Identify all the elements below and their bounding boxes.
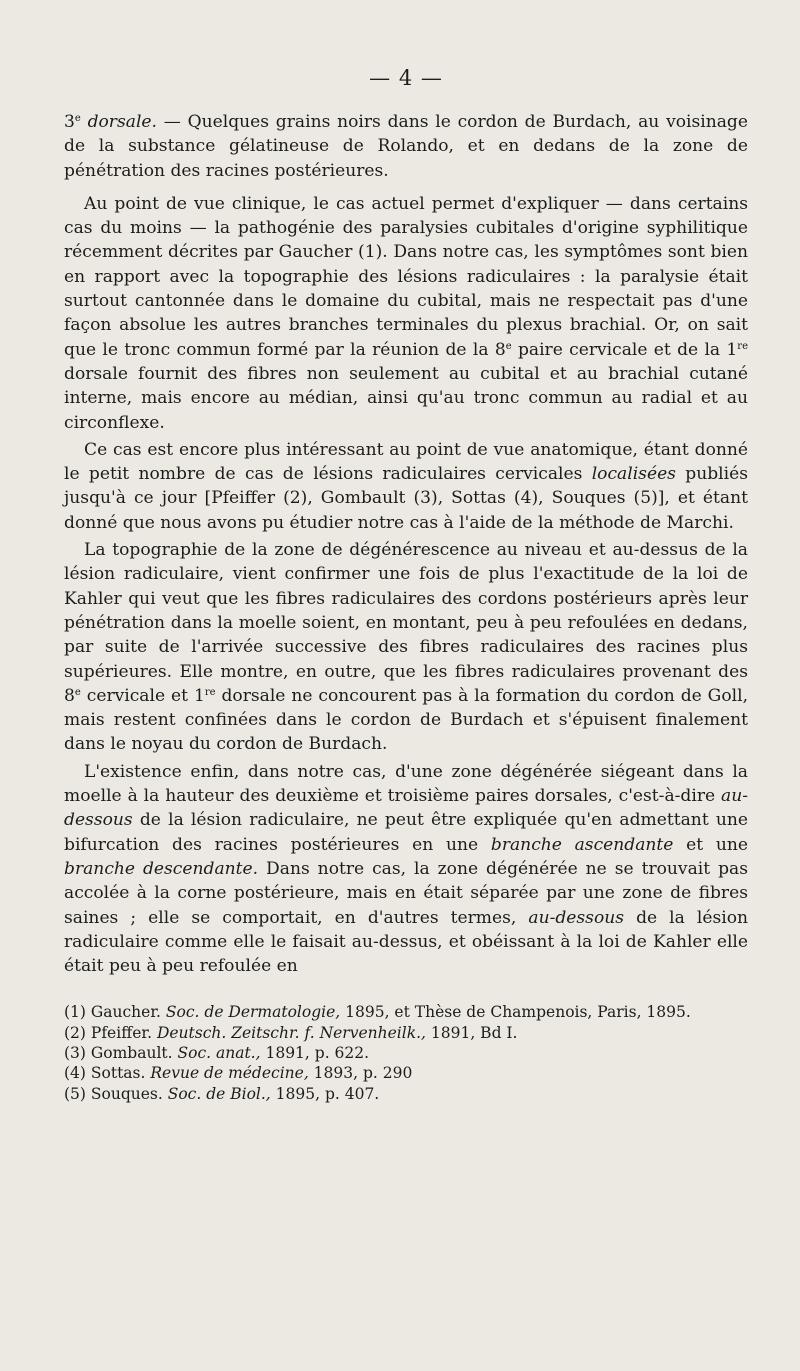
paragraph-text: La topographie de la zone de dégénérescence au niveau et au-dessus de la lésion radiculaire, vient confirmer une fois de plus l'exactitude de la loi de Kahler qui veut que les fibres radiculaires des cordons postérieurs après leur pénétration dans la moelle soient, en montant, peu à peu refoulées en dedans, par suite de l'arrivée successive des fibres radiculaires des racines plus supérieures. Elle montre, en outre, que les fibres radiculaires provenant des 8 bbox=[64, 540, 748, 706]
footnote-author: Sottas. bbox=[85, 1064, 151, 1083]
footnote-source: Soc. de Dermatologie, bbox=[165, 1003, 341, 1022]
footnote-number: (4) bbox=[64, 1064, 86, 1083]
footnote-source: Soc. de Biol., bbox=[167, 1084, 271, 1103]
footnote bbox=[64, 1063, 748, 1083]
footnote-detail: 1895, et Thèse de Champenois, Paris, 1895. bbox=[340, 1003, 691, 1022]
footnote-detail: 1893, p. 290 bbox=[308, 1064, 413, 1083]
footnote-author: Gombault. bbox=[85, 1043, 178, 1062]
footnotes bbox=[64, 1002, 748, 1103]
ordinal-sup: re bbox=[737, 340, 748, 352]
ordinal-sup: e bbox=[74, 686, 81, 698]
lead-sup: e bbox=[74, 113, 81, 124]
footnote-number: (2) bbox=[64, 1023, 86, 1042]
footnote-source: Soc. anat., bbox=[177, 1043, 261, 1062]
footnote bbox=[64, 1002, 748, 1022]
paragraph-text: cervicale et 1 bbox=[80, 685, 205, 706]
footnote bbox=[64, 1043, 748, 1063]
footnote bbox=[64, 1084, 748, 1104]
paragraph-text: L'existence enfin, dans notre cas, d'une zone dégénérée siégeant dans la moelle à la hauteur des deuxième et troisième paires dorsales, c'est-à-dire bbox=[64, 761, 748, 807]
footnote-detail: 1891, Bd I. bbox=[425, 1023, 518, 1042]
paragraph-text: — Quelques grains noirs dans le cordon de Burdach, au voisinage de la substance gélatineuse de Rolando, et en dedans de la zone de pénétration des racines postérieures. bbox=[64, 112, 748, 181]
paragraph-text: Ce cas est encore plus intéressant au point de vue anatomique, étant donné le petit nombre de cas de lésions radiculaires cervicales bbox=[64, 439, 748, 485]
italic-text: localisées bbox=[591, 464, 676, 485]
paragraph-topographie bbox=[64, 538, 748, 757]
footnote-author: Souques. bbox=[85, 1084, 168, 1103]
paragraph-dorsale bbox=[64, 110, 748, 183]
italic-text: branche ascendante bbox=[490, 834, 674, 855]
paragraph-text: Dans notre cas, la zone dégénérée ne se trouvait pas accolée à la corne postérieure, mais en était séparée par une zone de fibres saines ; elle se comportait, en d'autres termes, bbox=[64, 858, 748, 928]
lead-italic: dorsale. bbox=[80, 112, 157, 132]
footnote-source: Revue de médecine, bbox=[150, 1064, 309, 1083]
footnote-number: (3) bbox=[64, 1043, 86, 1062]
italic-text: au-dessous bbox=[64, 786, 748, 831]
footnote-number: (5) bbox=[64, 1084, 86, 1103]
footnote-author: Gaucher. bbox=[85, 1003, 166, 1022]
footnote-detail: 1891, p. 622. bbox=[260, 1043, 370, 1062]
paragraph-text: et une bbox=[673, 834, 748, 855]
book-page bbox=[64, 66, 748, 1104]
footnote-detail: 1895, p. 407. bbox=[270, 1084, 380, 1103]
ordinal-sup: re bbox=[204, 686, 216, 698]
italic-text: branche descendante. bbox=[64, 858, 259, 879]
paragraph-existence bbox=[64, 760, 748, 979]
paragraph-text: dorsale ne concourent pas à la formation du cordon de Goll, mais restent confinées dans le cordon de Burdach et s'épuisent finalement dans le noyau du cordon de Burdach. bbox=[64, 685, 748, 755]
lead-label: 3 bbox=[64, 112, 75, 132]
footnote-source: Deutsch. Zeitschr. f. Nervenheilk., bbox=[156, 1023, 426, 1042]
paragraph-anatomique bbox=[64, 438, 748, 535]
paragraph-text: de la lésion radiculaire, ne peut être expliquée qu'en admettant une bifurcation des racines postérieures en une bbox=[64, 810, 748, 855]
paragraph-text: dorsale fournit des fibres non seulement au cubital et au brachial cutané interne, mais encore au médian, ainsi qu'au tronc commun au radial et au circonflexe. bbox=[64, 363, 748, 433]
paragraph-text: de la lésion radiculaire comme elle le faisait au-dessus, et obéissant à la loi de Kahler elle était peu à peu refoulée en bbox=[64, 907, 748, 977]
footnote-author: Pfeiffer. bbox=[85, 1023, 157, 1042]
paragraph-text: Au point de vue clinique, le cas actuel permet d'expliquer — dans certains cas du moins — la pathogénie des paralysies cubitales d'origine syphilitique récemment décrites par Gaucher (1). Dans notre cas, les symptômes sont bien en rapport avec la topographie des lésions radiculaires : la paralysie était surtout cantonnée dans le domaine du cubital, mais ne respectait pas d'une façon absolue les autres branches terminales du plexus brachial. Or, on sait que le tronc commun formé par la réunion de la 8 bbox=[64, 193, 748, 360]
paragraph-text: publiés jusqu'à ce jour [Pfeiffer (2), Gombault (3), Sottas (4), Souques (5)], et étant donné que nous avons pu étudier notre cas à l'aide de la méthode de Marchi. bbox=[64, 464, 748, 533]
italic-text: au-dessous bbox=[528, 907, 625, 928]
page-number: — 4 — bbox=[369, 66, 443, 90]
paragraph-clinique bbox=[64, 192, 748, 435]
ordinal-sup: e bbox=[505, 340, 512, 352]
footnote-number: (1) bbox=[64, 1003, 86, 1022]
paragraph-text: paire cervicale et de la 1 bbox=[511, 339, 738, 360]
footnote bbox=[64, 1023, 748, 1043]
